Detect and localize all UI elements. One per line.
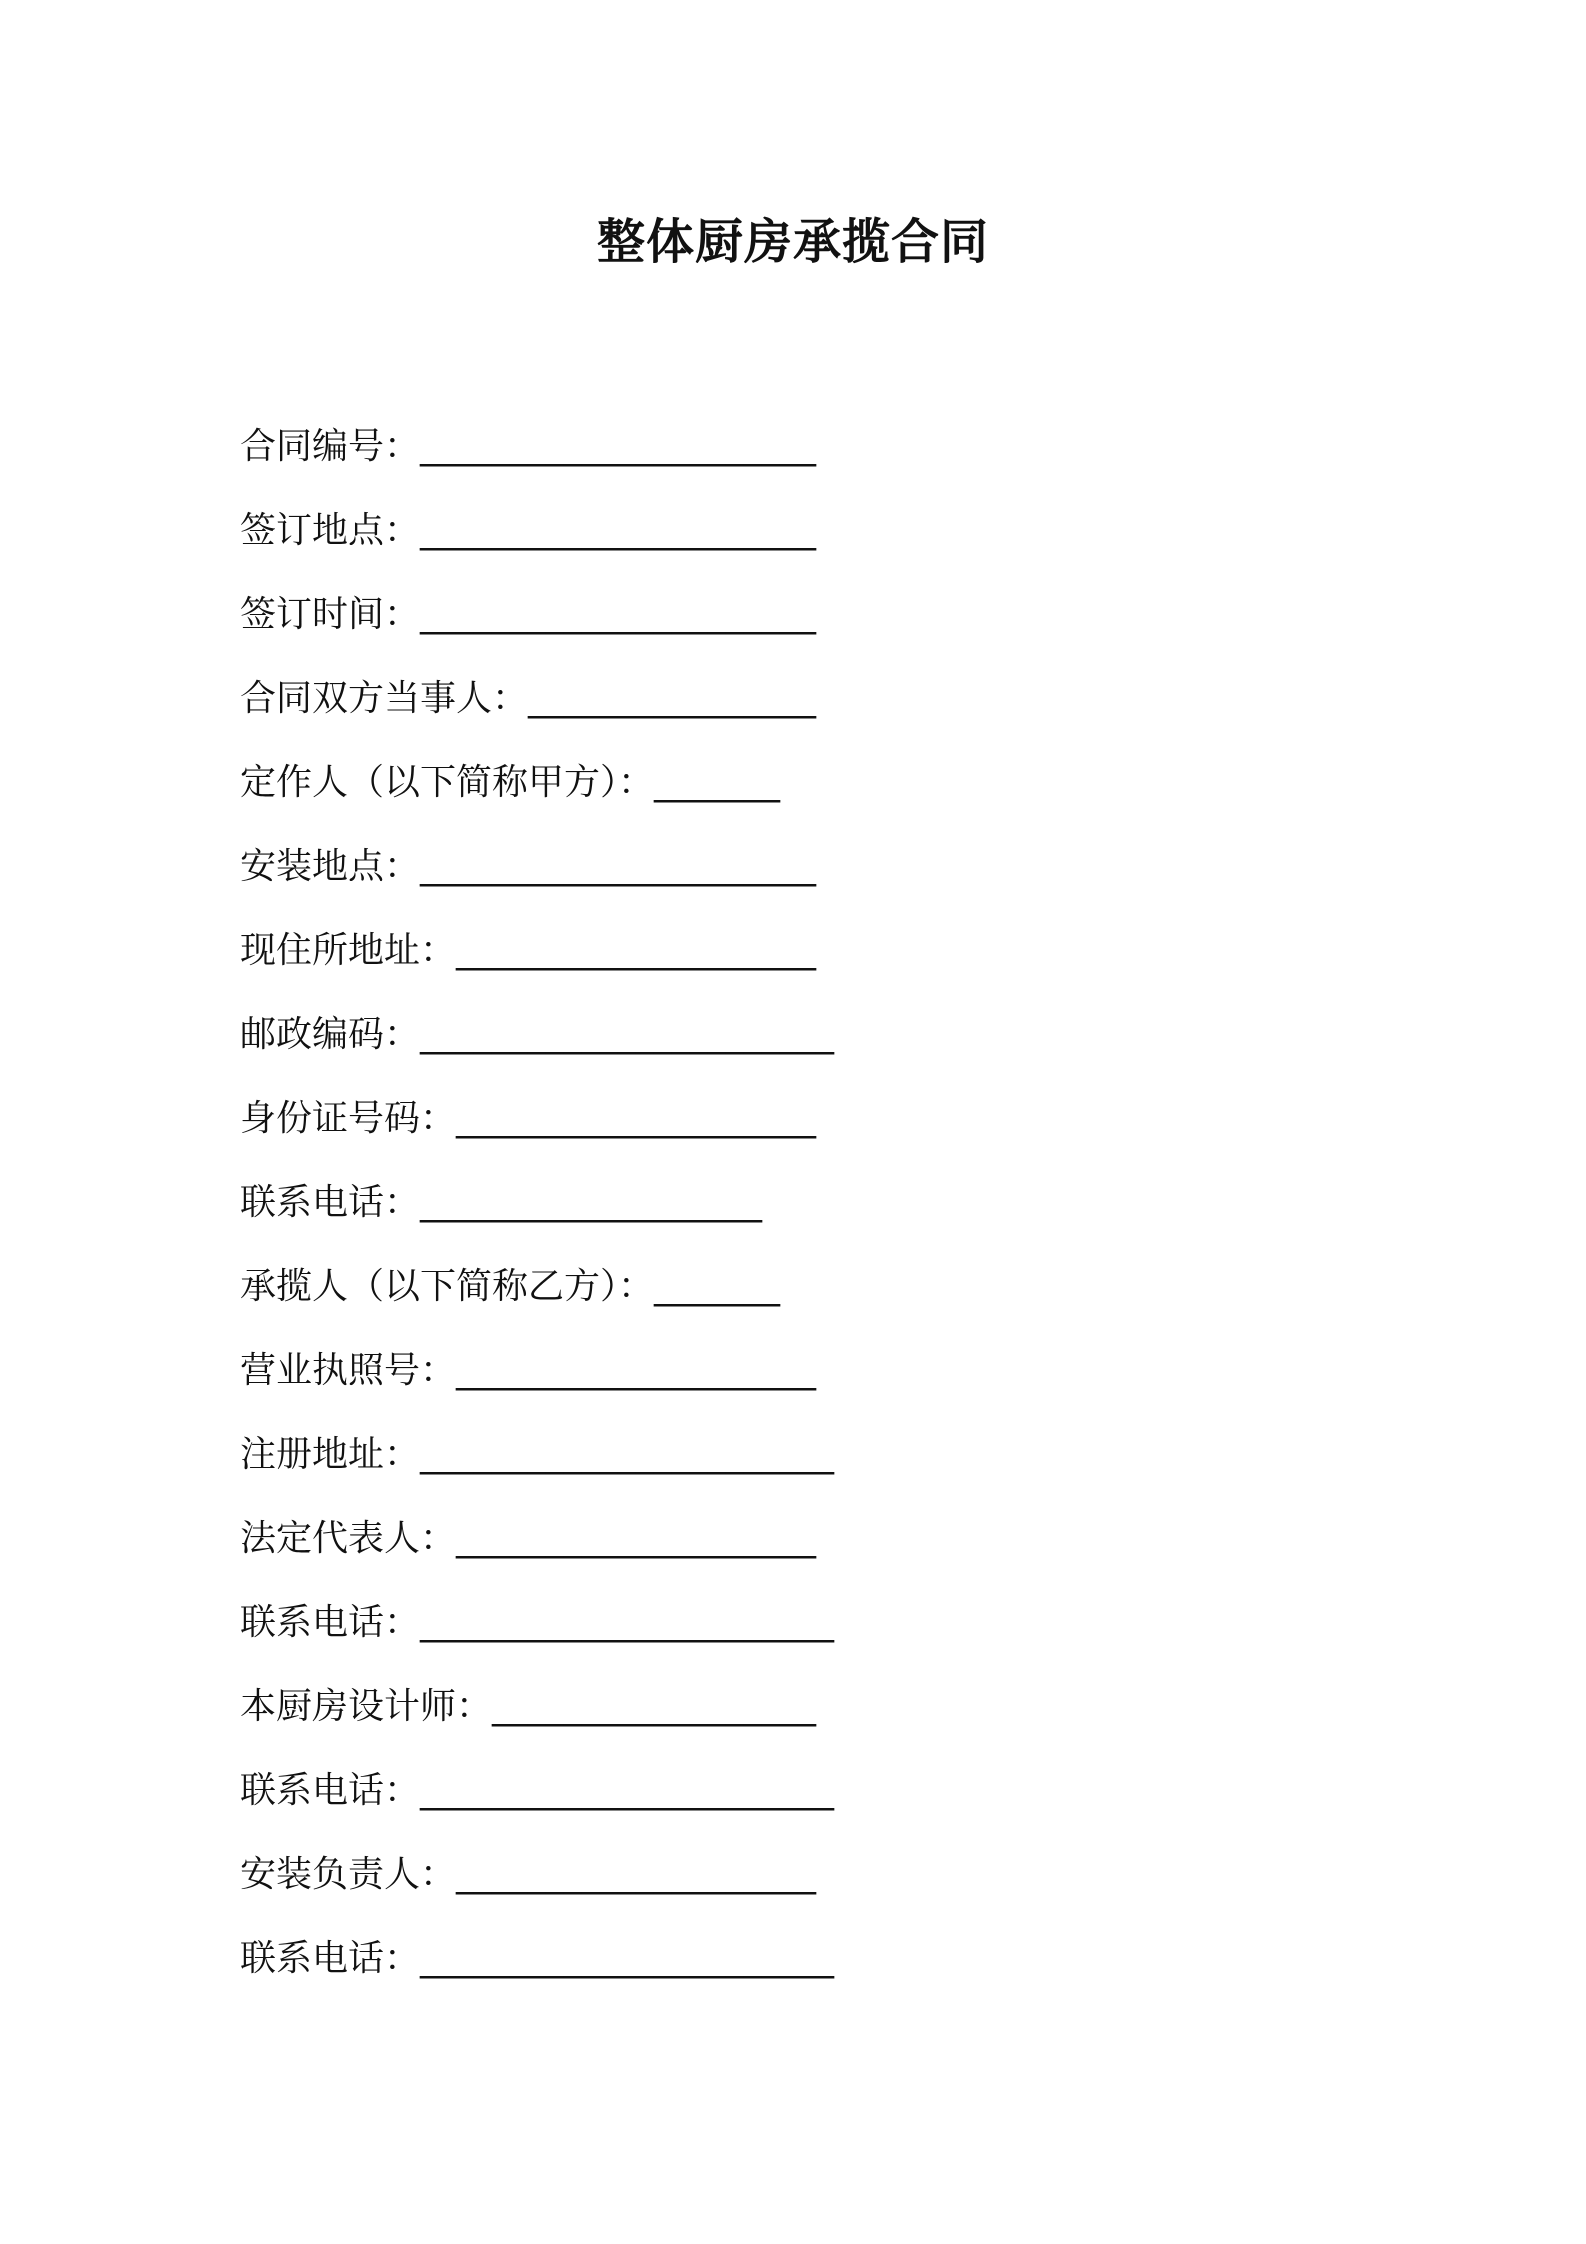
field-registered-address [240, 1413, 1340, 1497]
field-label: 法定代表人： [240, 1518, 457, 1559]
fill-in-blank: __________________ [492, 1686, 817, 1727]
field-business-license [240, 1329, 1340, 1413]
fill-in-blank: ____________________ [456, 1518, 817, 1559]
fill-in-blank: ___________________ [420, 1182, 763, 1223]
field-contract-number [240, 405, 1340, 489]
fill-in-blank: ____________________ [456, 1854, 817, 1895]
field-label: 安装负责人： [240, 1854, 457, 1895]
field-label: 合同双方当事人： [240, 678, 529, 719]
field-label: 承揽人（以下简称乙方）： [240, 1266, 655, 1307]
field-label: 注册地址： [240, 1434, 421, 1475]
field-kitchen-designer [240, 1665, 1340, 1749]
contract-fields-list [240, 405, 1340, 2001]
fill-in-blank: _______________________ [420, 1014, 835, 1055]
field-party-a [240, 741, 1340, 825]
fill-in-blank: ______________________ [420, 846, 817, 887]
field-current-address [240, 909, 1340, 993]
field-label: 签订时间： [240, 594, 421, 635]
field-label: 营业执照号： [240, 1350, 457, 1391]
field-phone-party-a [240, 1161, 1340, 1245]
field-label: 现住所地址： [240, 930, 457, 971]
fill-in-blank: ______________________ [420, 426, 817, 467]
field-label: 身份证号码： [240, 1098, 457, 1139]
field-label: 邮政编码： [240, 1014, 421, 1055]
field-label: 联系电话： [240, 1602, 421, 1643]
field-phone-designer [240, 1749, 1340, 1833]
field-install-manager [240, 1833, 1340, 1917]
field-party-b [240, 1245, 1340, 1329]
fill-in-blank: ________________ [528, 678, 817, 719]
field-legal-representative [240, 1497, 1340, 1581]
field-label: 定作人（以下简称甲方）： [240, 762, 655, 803]
fill-in-blank: _______ [654, 1266, 781, 1307]
field-signing-place [240, 489, 1340, 573]
fill-in-blank: ____________________ [456, 930, 817, 971]
fill-in-blank: ______________________ [420, 510, 817, 551]
fill-in-blank: ____________________ [456, 1098, 817, 1139]
field-label: 签订地点： [240, 510, 421, 551]
document-title: 整体厨房承揽合同 [596, 214, 989, 270]
field-install-place [240, 825, 1340, 909]
field-label: 联系电话： [240, 1770, 421, 1811]
field-label: 联系电话： [240, 1938, 421, 1979]
field-id-number [240, 1077, 1340, 1161]
field-label: 联系电话： [240, 1182, 421, 1223]
field-postal-code [240, 993, 1340, 1077]
fill-in-blank: _______________________ [420, 1770, 835, 1811]
fill-in-blank: _______________________ [420, 1938, 835, 1979]
fill-in-blank: _______________________ [420, 1434, 835, 1475]
fill-in-blank: ____________________ [456, 1350, 817, 1391]
fill-in-blank: _______ [654, 762, 781, 803]
field-parties [240, 657, 1340, 741]
field-label: 安装地点： [240, 846, 421, 887]
fill-in-blank: _______________________ [420, 1602, 835, 1643]
fill-in-blank: ______________________ [420, 594, 817, 635]
field-signing-time [240, 573, 1340, 657]
field-label: 本厨房设计师： [240, 1686, 493, 1727]
field-label: 合同编号： [240, 426, 421, 467]
field-phone-install-manager [240, 1917, 1340, 2001]
field-phone-party-b [240, 1581, 1340, 1665]
